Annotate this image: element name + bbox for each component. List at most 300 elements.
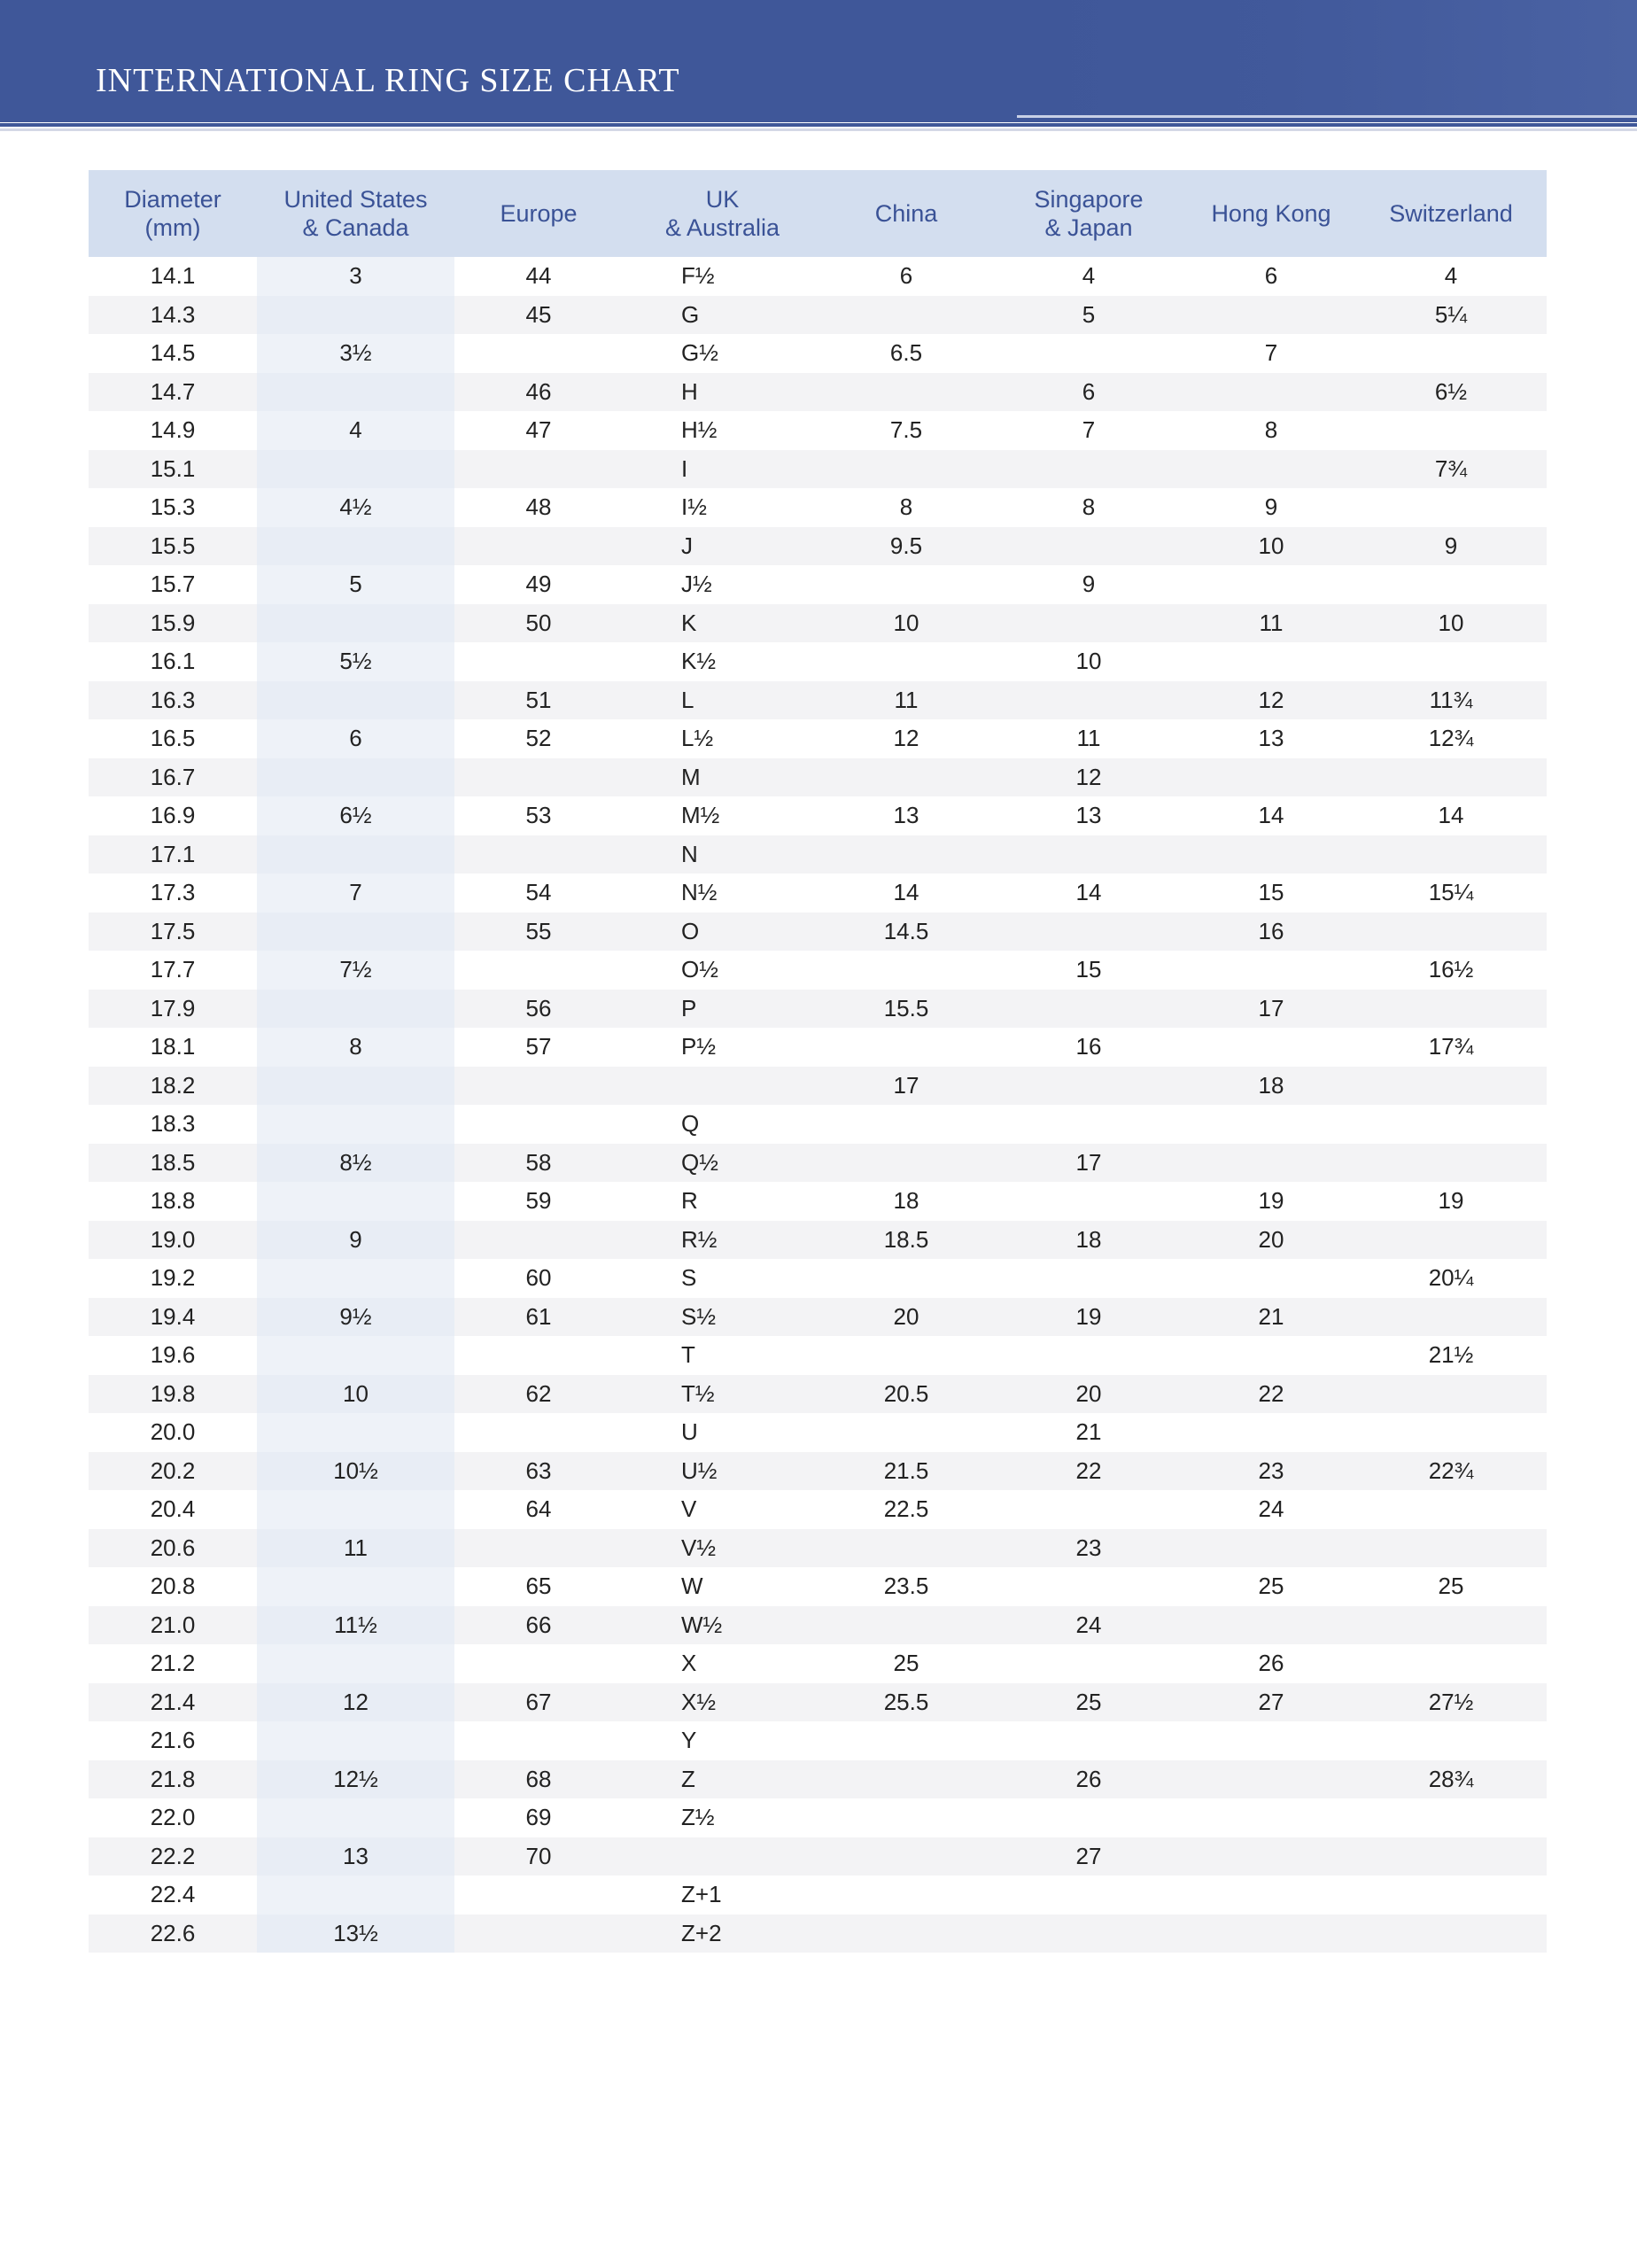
cell-diameter: 20.0 (89, 1413, 257, 1452)
cell-us-canada (257, 758, 454, 797)
cell-switzerland (1355, 990, 1547, 1029)
cell-diameter: 15.7 (89, 565, 257, 604)
column-header-china (822, 170, 990, 257)
cell-uk-australia: O½ (623, 951, 822, 990)
cell-switzerland (1355, 1721, 1547, 1760)
cell-china: 25 (822, 1644, 990, 1683)
cell-switzerland: 9 (1355, 527, 1547, 566)
cell-china (822, 951, 990, 990)
table-row (89, 1182, 1547, 1221)
cell-singapore-japan: 18 (990, 1221, 1187, 1260)
table-header-row (89, 170, 1547, 257)
cell-uk-australia: R½ (623, 1221, 822, 1260)
table-row (89, 990, 1547, 1029)
cell-uk-australia: M (623, 758, 822, 797)
cell-switzerland (1355, 1915, 1547, 1953)
cell-us-canada: 5 (257, 565, 454, 604)
cell-singapore-japan: 10 (990, 642, 1187, 681)
banner-gradient (1035, 0, 1637, 117)
cell-china: 8 (822, 488, 990, 527)
cell-diameter: 20.4 (89, 1490, 257, 1529)
cell-uk-australia: H (623, 373, 822, 412)
cell-china: 14.5 (822, 913, 990, 951)
cell-europe (454, 642, 623, 681)
cell-switzerland (1355, 913, 1547, 951)
cell-china: 6.5 (822, 334, 990, 373)
cell-hong-kong (1187, 758, 1355, 797)
cell-hong-kong (1187, 1105, 1355, 1144)
cell-europe: 44 (454, 257, 623, 296)
cell-hong-kong: 22 (1187, 1375, 1355, 1414)
cell-switzerland (1355, 1876, 1547, 1915)
cell-europe: 60 (454, 1259, 623, 1298)
column-header-label: & Canada (302, 214, 409, 241)
cell-hong-kong (1187, 1606, 1355, 1645)
cell-china: 12 (822, 719, 990, 758)
cell-uk-australia: K (623, 604, 822, 643)
cell-us-canada (257, 1105, 454, 1144)
table-row (89, 1529, 1547, 1568)
cell-uk-australia: G (623, 296, 822, 335)
cell-uk-australia: T½ (623, 1375, 822, 1414)
table-row (89, 1798, 1547, 1837)
cell-china (822, 565, 990, 604)
cell-hong-kong: 27 (1187, 1683, 1355, 1722)
cell-switzerland (1355, 488, 1547, 527)
cell-uk-australia: W½ (623, 1606, 822, 1645)
cell-uk-australia: X (623, 1644, 822, 1683)
cell-hong-kong: 18 (1187, 1067, 1355, 1106)
cell-china: 25.5 (822, 1683, 990, 1722)
table-row (89, 1413, 1547, 1452)
cell-hong-kong (1187, 1721, 1355, 1760)
cell-hong-kong: 7 (1187, 334, 1355, 373)
cell-hong-kong: 12 (1187, 681, 1355, 720)
cell-china (822, 1798, 990, 1837)
cell-hong-kong (1187, 1259, 1355, 1298)
cell-china: 22.5 (822, 1490, 990, 1529)
cell-us-canada (257, 1259, 454, 1298)
cell-china: 13 (822, 796, 990, 835)
cell-us-canada (257, 1567, 454, 1606)
table-row (89, 450, 1547, 489)
table-row (89, 642, 1547, 681)
cell-uk-australia: Z+2 (623, 1915, 822, 1953)
cell-switzerland: 10 (1355, 604, 1547, 643)
cell-hong-kong: 19 (1187, 1182, 1355, 1221)
header-rule (0, 123, 1637, 127)
cell-singapore-japan: 16 (990, 1028, 1187, 1067)
table-row (89, 1876, 1547, 1915)
cell-uk-australia: Z½ (623, 1798, 822, 1837)
cell-singapore-japan: 20 (990, 1375, 1187, 1414)
cell-us-canada: 10 (257, 1375, 454, 1414)
cell-diameter: 19.0 (89, 1221, 257, 1260)
table-row (89, 1606, 1547, 1645)
cell-switzerland: 17¾ (1355, 1028, 1547, 1067)
cell-hong-kong (1187, 1529, 1355, 1568)
cell-hong-kong: 14 (1187, 796, 1355, 835)
cell-diameter: 22.4 (89, 1876, 257, 1915)
cell-china: 10 (822, 604, 990, 643)
cell-china: 17 (822, 1067, 990, 1106)
cell-uk-australia: J (623, 527, 822, 566)
cell-switzerland: 19 (1355, 1182, 1547, 1221)
cell-uk-australia: Z+1 (623, 1876, 822, 1915)
cell-uk-australia: P½ (623, 1028, 822, 1067)
table-row (89, 1915, 1547, 1953)
cell-hong-kong (1187, 1798, 1355, 1837)
cell-china (822, 1915, 990, 1953)
cell-singapore-japan: 26 (990, 1760, 1187, 1799)
column-header-label: & Japan (1044, 214, 1133, 241)
cell-china (822, 373, 990, 412)
cell-diameter: 22.6 (89, 1915, 257, 1953)
cell-switzerland: 28¾ (1355, 1760, 1547, 1799)
cell-us-canada: 9 (257, 1221, 454, 1260)
cell-diameter: 14.1 (89, 257, 257, 296)
cell-us-canada (257, 1336, 454, 1375)
cell-uk-australia: V½ (623, 1529, 822, 1568)
cell-diameter: 15.1 (89, 450, 257, 489)
cell-china: 23.5 (822, 1567, 990, 1606)
cell-china (822, 1259, 990, 1298)
column-header-label: Europe (500, 200, 578, 227)
cell-europe: 52 (454, 719, 623, 758)
cell-europe (454, 1529, 623, 1568)
cell-europe: 58 (454, 1144, 623, 1183)
cell-diameter: 14.5 (89, 334, 257, 373)
cell-us-canada (257, 1413, 454, 1452)
cell-us-canada: 3½ (257, 334, 454, 373)
cell-switzerland (1355, 835, 1547, 874)
cell-europe (454, 450, 623, 489)
cell-switzerland (1355, 1144, 1547, 1183)
cell-diameter: 22.0 (89, 1798, 257, 1837)
cell-switzerland (1355, 334, 1547, 373)
cell-hong-kong: 25 (1187, 1567, 1355, 1606)
cell-diameter: 21.6 (89, 1721, 257, 1760)
cell-switzerland (1355, 1375, 1547, 1414)
cell-singapore-japan (990, 835, 1187, 874)
cell-china: 7.5 (822, 411, 990, 450)
cell-switzerland: 25 (1355, 1567, 1547, 1606)
cell-europe: 53 (454, 796, 623, 835)
cell-diameter: 16.1 (89, 642, 257, 681)
column-header-label: United States (283, 186, 428, 213)
cell-singapore-japan (990, 450, 1187, 489)
table-row (89, 1567, 1547, 1606)
column-header-europe (454, 170, 623, 257)
cell-china: 18 (822, 1182, 990, 1221)
column-header-us-canada (257, 170, 454, 257)
cell-diameter: 17.5 (89, 913, 257, 951)
cell-singapore-japan: 25 (990, 1683, 1187, 1722)
cell-switzerland: 12¾ (1355, 719, 1547, 758)
cell-diameter: 19.8 (89, 1375, 257, 1414)
cell-us-canada: 9½ (257, 1298, 454, 1337)
cell-europe: 57 (454, 1028, 623, 1067)
cell-uk-australia: N (623, 835, 822, 874)
cell-china (822, 1105, 990, 1144)
cell-europe (454, 1644, 623, 1683)
cell-uk-australia: T (623, 1336, 822, 1375)
cell-diameter: 21.4 (89, 1683, 257, 1722)
cell-singapore-japan: 15 (990, 951, 1187, 990)
cell-us-canada: 10½ (257, 1452, 454, 1491)
cell-uk-australia: R (623, 1182, 822, 1221)
cell-europe (454, 1915, 623, 1953)
cell-us-canada: 7 (257, 874, 454, 913)
cell-us-canada: 12 (257, 1683, 454, 1722)
table-row (89, 1452, 1547, 1491)
cell-europe: 62 (454, 1375, 623, 1414)
cell-china: 20 (822, 1298, 990, 1337)
cell-diameter: 18.1 (89, 1028, 257, 1067)
cell-china (822, 1413, 990, 1452)
cell-us-canada (257, 990, 454, 1029)
cell-singapore-japan: 23 (990, 1529, 1187, 1568)
cell-europe: 68 (454, 1760, 623, 1799)
cell-singapore-japan: 6 (990, 373, 1187, 412)
cell-uk-australia: U (623, 1413, 822, 1452)
cell-switzerland: 27½ (1355, 1683, 1547, 1722)
cell-us-canada (257, 604, 454, 643)
cell-us-canada: 6½ (257, 796, 454, 835)
cell-switzerland (1355, 1298, 1547, 1337)
cell-uk-australia: F½ (623, 257, 822, 296)
cell-europe: 69 (454, 1798, 623, 1837)
cell-china (822, 1529, 990, 1568)
cell-europe (454, 334, 623, 373)
cell-uk-australia: Y (623, 1721, 822, 1760)
cell-switzerland (1355, 1067, 1547, 1106)
table-body (89, 257, 1547, 1953)
cell-europe (454, 1067, 623, 1106)
column-header-switzerland (1355, 170, 1547, 257)
table-row (89, 758, 1547, 797)
cell-diameter: 17.7 (89, 951, 257, 990)
cell-hong-kong (1187, 1144, 1355, 1183)
cell-hong-kong: 23 (1187, 1452, 1355, 1491)
cell-us-canada: 8 (257, 1028, 454, 1067)
cell-diameter: 16.3 (89, 681, 257, 720)
cell-singapore-japan (990, 334, 1187, 373)
cell-switzerland: 4 (1355, 257, 1547, 296)
cell-china (822, 1028, 990, 1067)
cell-uk-australia: J½ (623, 565, 822, 604)
table-row (89, 874, 1547, 913)
table-row (89, 913, 1547, 951)
table-row (89, 1221, 1547, 1260)
cell-switzerland (1355, 565, 1547, 604)
cell-diameter: 17.3 (89, 874, 257, 913)
cell-europe (454, 1721, 623, 1760)
cell-switzerland: 16½ (1355, 951, 1547, 990)
cell-hong-kong (1187, 1876, 1355, 1915)
cell-hong-kong: 26 (1187, 1644, 1355, 1683)
cell-china (822, 642, 990, 681)
cell-us-canada (257, 373, 454, 412)
cell-hong-kong: 9 (1187, 488, 1355, 527)
table-row (89, 1721, 1547, 1760)
table-row (89, 951, 1547, 990)
cell-singapore-japan: 17 (990, 1144, 1187, 1183)
cell-singapore-japan: 19 (990, 1298, 1187, 1337)
cell-europe: 51 (454, 681, 623, 720)
cell-uk-australia: W (623, 1567, 822, 1606)
cell-europe (454, 1221, 623, 1260)
cell-europe (454, 951, 623, 990)
cell-diameter: 16.9 (89, 796, 257, 835)
cell-china (822, 296, 990, 335)
cell-uk-australia: Q½ (623, 1144, 822, 1183)
cell-china (822, 1876, 990, 1915)
cell-hong-kong (1187, 296, 1355, 335)
cell-europe: 48 (454, 488, 623, 527)
cell-hong-kong: 24 (1187, 1490, 1355, 1529)
cell-us-canada (257, 1067, 454, 1106)
cell-us-canada (257, 1644, 454, 1683)
cell-uk-australia: G½ (623, 334, 822, 373)
cell-switzerland: 21½ (1355, 1336, 1547, 1375)
cell-uk-australia: S (623, 1259, 822, 1298)
cell-switzerland: 11¾ (1355, 681, 1547, 720)
cell-hong-kong: 21 (1187, 1298, 1355, 1337)
cell-singapore-japan: 27 (990, 1837, 1187, 1876)
cell-diameter: 20.6 (89, 1529, 257, 1568)
cell-diameter: 20.2 (89, 1452, 257, 1491)
cell-us-canada: 5½ (257, 642, 454, 681)
header-rule-light (0, 128, 1637, 131)
cell-hong-kong (1187, 565, 1355, 604)
cell-europe: 63 (454, 1452, 623, 1491)
table-row (89, 334, 1547, 373)
cell-china: 6 (822, 257, 990, 296)
column-header-label: UK (705, 186, 740, 213)
cell-hong-kong: 6 (1187, 257, 1355, 296)
cell-europe: 56 (454, 990, 623, 1029)
column-header-diameter (89, 170, 257, 257)
cell-switzerland (1355, 1529, 1547, 1568)
column-header-label: (mm) (144, 214, 201, 241)
cell-uk-australia: I½ (623, 488, 822, 527)
cell-diameter: 19.4 (89, 1298, 257, 1337)
cell-diameter: 17.9 (89, 990, 257, 1029)
cell-us-canada: 6 (257, 719, 454, 758)
cell-switzerland: 14 (1355, 796, 1547, 835)
cell-china (822, 1760, 990, 1799)
cell-us-canada (257, 450, 454, 489)
cell-diameter: 15.9 (89, 604, 257, 643)
cell-hong-kong: 11 (1187, 604, 1355, 643)
table-row (89, 411, 1547, 450)
cell-hong-kong (1187, 1336, 1355, 1375)
cell-hong-kong: 8 (1187, 411, 1355, 450)
cell-china (822, 758, 990, 797)
table-row (89, 488, 1547, 527)
cell-uk-australia: X½ (623, 1683, 822, 1722)
cell-europe (454, 1413, 623, 1452)
cell-europe: 45 (454, 296, 623, 335)
cell-china: 18.5 (822, 1221, 990, 1260)
cell-uk-australia: L½ (623, 719, 822, 758)
cell-us-canada: 4 (257, 411, 454, 450)
cell-switzerland (1355, 1105, 1547, 1144)
cell-diameter: 18.3 (89, 1105, 257, 1144)
cell-diameter: 16.5 (89, 719, 257, 758)
cell-uk-australia: K½ (623, 642, 822, 681)
cell-uk-australia: P (623, 990, 822, 1029)
cell-singapore-japan: 11 (990, 719, 1187, 758)
cell-europe: 59 (454, 1182, 623, 1221)
cell-switzerland (1355, 1221, 1547, 1260)
cell-hong-kong (1187, 1915, 1355, 1953)
cell-europe: 67 (454, 1683, 623, 1722)
cell-europe (454, 1105, 623, 1144)
cell-diameter: 19.6 (89, 1336, 257, 1375)
cell-uk-australia: L (623, 681, 822, 720)
cell-us-canada: 11 (257, 1529, 454, 1568)
cell-switzerland (1355, 1490, 1547, 1529)
cell-hong-kong: 20 (1187, 1221, 1355, 1260)
table-row (89, 604, 1547, 643)
cell-us-canada (257, 1798, 454, 1837)
cell-hong-kong (1187, 1413, 1355, 1452)
cell-china (822, 1837, 990, 1876)
cell-uk-australia: V (623, 1490, 822, 1529)
cell-uk-australia: Q (623, 1105, 822, 1144)
cell-switzerland: 20¼ (1355, 1259, 1547, 1298)
cell-europe: 64 (454, 1490, 623, 1529)
cell-diameter: 21.2 (89, 1644, 257, 1683)
column-header-uk-australia (623, 170, 822, 257)
column-header-singapore-japan (990, 170, 1187, 257)
cell-us-canada (257, 1721, 454, 1760)
cell-hong-kong (1187, 450, 1355, 489)
cell-hong-kong: 13 (1187, 719, 1355, 758)
table-row (89, 1336, 1547, 1375)
cell-europe: 47 (454, 411, 623, 450)
cell-us-canada: 13 (257, 1837, 454, 1876)
cell-singapore-japan (990, 1876, 1187, 1915)
cell-singapore-japan (990, 1182, 1187, 1221)
table-row (89, 1067, 1547, 1106)
cell-diameter: 21.8 (89, 1760, 257, 1799)
cell-singapore-japan (990, 1336, 1187, 1375)
cell-europe (454, 527, 623, 566)
table-row (89, 796, 1547, 835)
cell-hong-kong (1187, 642, 1355, 681)
cell-diameter: 19.2 (89, 1259, 257, 1298)
cell-hong-kong (1187, 951, 1355, 990)
cell-hong-kong: 10 (1187, 527, 1355, 566)
cell-europe: 61 (454, 1298, 623, 1337)
title-banner (0, 0, 1637, 122)
cell-switzerland: 15¼ (1355, 874, 1547, 913)
table-row (89, 257, 1547, 296)
table-row (89, 1490, 1547, 1529)
cell-europe: 49 (454, 565, 623, 604)
cell-diameter: 15.3 (89, 488, 257, 527)
table-row (89, 565, 1547, 604)
cell-diameter: 18.2 (89, 1067, 257, 1106)
table-row (89, 527, 1547, 566)
cell-hong-kong (1187, 1837, 1355, 1876)
cell-diameter: 21.0 (89, 1606, 257, 1645)
cell-us-canada: 12½ (257, 1760, 454, 1799)
cell-europe: 54 (454, 874, 623, 913)
